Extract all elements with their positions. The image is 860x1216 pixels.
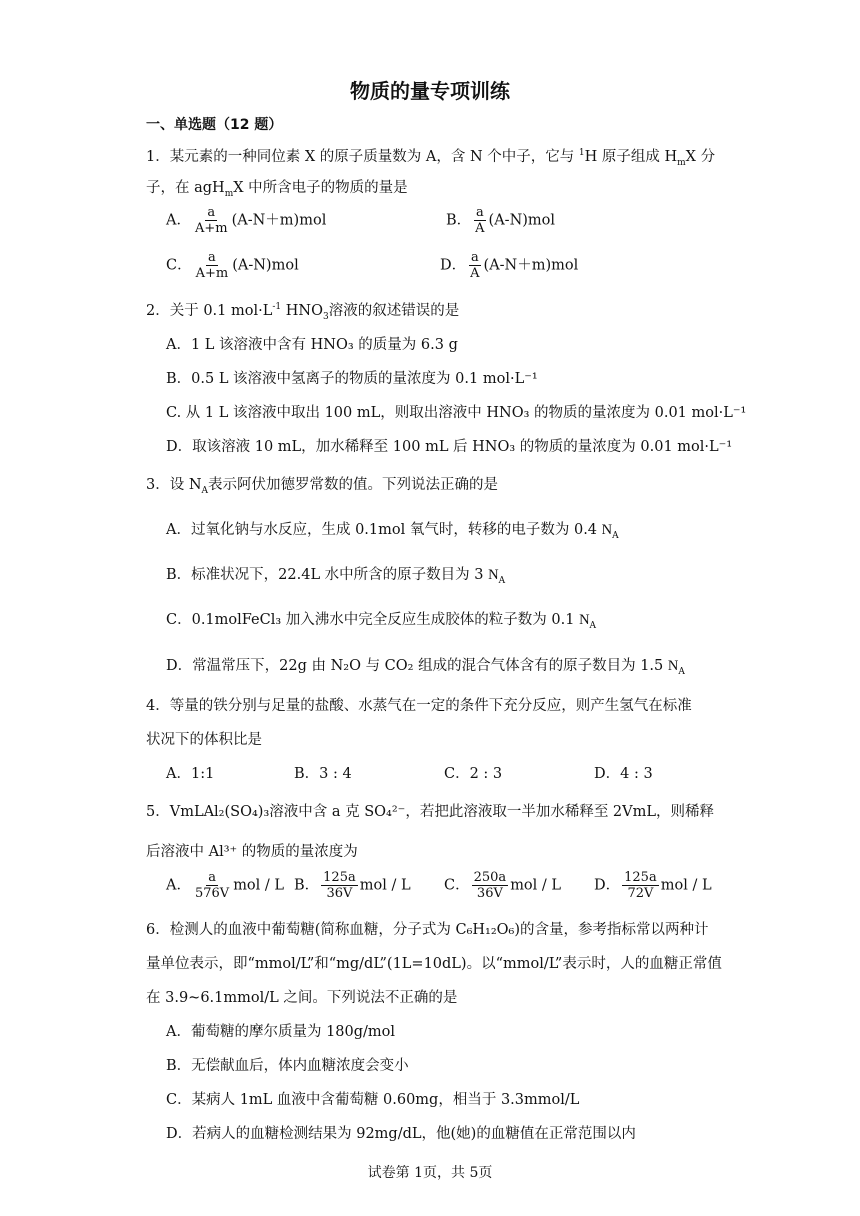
q5-option-d[interactable]: D． $\frac{125a}{72V}$ mol / L [594, 870, 712, 901]
q3-option-c[interactable]: C．0.1molFeCl₃ 加入沸水中完全反应生成胶体的粒子数为 0.1 $N_A$ [166, 612, 597, 631]
q3-stem: 3．设 $N_A$表示阿伏加德罗常数的值。下列说法正确的是 [146, 477, 499, 496]
q5-line2: 后溶液中 Al³⁺ 的物质的量浓度为 [146, 844, 358, 860]
q5-line1: 5．VmLAl₂(SO₄)₃溶液中含 a 克 SO₄²⁻，若把此溶液取一半加水稀释至 2VmL，则稀释 [146, 804, 715, 820]
page-title: 物质的量专项训练 [350, 79, 510, 103]
q1-line2: 子，在 agH$_m$X 中所含电子的物质的量是 [146, 180, 408, 199]
q6-option-c[interactable]: C．某病人 1mL 血液中含葡萄糖 0.60mg，相当于 3.3mmol/L [166, 1092, 580, 1108]
q2-stem: 2．关于 0.1 $mol\cdot L^{-1}$ $HNO_3$溶液的叙述错误的是 [146, 302, 460, 322]
q5-option-b[interactable]: B． $\frac{125a}{36V}$ mol / L [294, 870, 411, 901]
q1-option-b[interactable]: B． $\frac{a}{A}$ (A-N)mol [446, 205, 556, 236]
q6-line2: 量单位表示，即“mmol/L”和“mg/dL”(1L=10dL)。以“mmol/L”表示时，人的血糖正常值 [146, 956, 722, 972]
q1-option-c[interactable]: C． $\frac{a}{A+m}$ (A-N)mol [166, 250, 299, 281]
q6-line1: 6．检测人的血液中葡萄糖(简称血糖，分子式为 C₆H₁₂O₆)的含量，参考指标常以两种计 [146, 922, 709, 938]
q2-option-c[interactable]: C. 从 1 L 该溶液中取出 100 mL，则取出溶液中 HNO₃ 的物质的量浓度为 0.01 mol·L⁻¹ [166, 405, 747, 421]
q3-option-b[interactable]: B．标准状况下，22.4L 水中所含的原子数目为 3 $N_A$ [166, 567, 506, 586]
q1-line1: 1．某元素的一种同位素 X 的原子质量数为 A，含 N 个中子，它与 $^1$H 原子组成 $H_mX$ 分 [146, 148, 716, 168]
page-footer: 试卷第 1页，共 5页 [367, 1165, 493, 1181]
q4-option-c[interactable]: C．2 : 3 [444, 766, 503, 782]
q1-option-a[interactable]: A． $\frac{a}{A+m}$ (A-N＋m)mol [166, 205, 327, 236]
q4-option-b[interactable]: B．3 : 4 [294, 766, 352, 782]
q4-line1: 4．等量的铁分别与足量的盐酸、水蒸气在一定的条件下充分反应，则产生氢气在标准 [146, 698, 692, 714]
q1-option-d[interactable]: D． $\frac{a}{A}$ (A-N＋m)mol [440, 250, 579, 281]
q6-option-b[interactable]: B．无偿献血后，体内血糖浓度会变小 [166, 1058, 409, 1074]
q5-option-a[interactable]: A． $\frac{a}{576V}$ mol / L [166, 870, 285, 901]
q2-option-a[interactable]: A．1 L 该溶液中含有 HNO₃ 的质量为 6.3 g [166, 337, 458, 353]
q6-line3: 在 3.9~6.1mmol/L 之间。下列说法不正确的是 [146, 990, 458, 1006]
q6-option-d[interactable]: D．若病人的血糖检测结果为 92mg/dL，他(她)的血糖值在正常范围以内 [166, 1126, 636, 1142]
q3-option-d[interactable]: D．常温常压下，22g 由 N₂O 与 CO₂ 组成的混合气体含有的原子数目为 1.5 $N_A$ [166, 658, 685, 677]
q4-option-d[interactable]: D．4 : 3 [594, 766, 653, 782]
q4-line2: 状况下的体积比是 [146, 732, 262, 748]
section-heading: 一、单选题（12 题） [146, 117, 283, 133]
q4-option-a[interactable]: A．1:1 [166, 766, 215, 782]
q2-option-d[interactable]: D．取该溶液 10 mL，加水稀释至 100 mL 后 HNO₃ 的物质的量浓度为 0.01 mol·L⁻¹ [166, 439, 733, 455]
q3-option-a[interactable]: A．过氧化钠与水反应，生成 0.1mol 氧气时，转移的电子数为 0.4 $N_A$ [166, 522, 619, 541]
q2-option-b[interactable]: B．0.5 L 该溶液中氢离子的物质的量浓度为 0.1 mol·L⁻¹ [166, 371, 538, 387]
q6-option-a[interactable]: A．葡萄糖的摩尔质量为 180g/mol [166, 1024, 396, 1040]
q5-option-c[interactable]: C． $\frac{250a}{36V}$ mol / L [444, 870, 562, 901]
